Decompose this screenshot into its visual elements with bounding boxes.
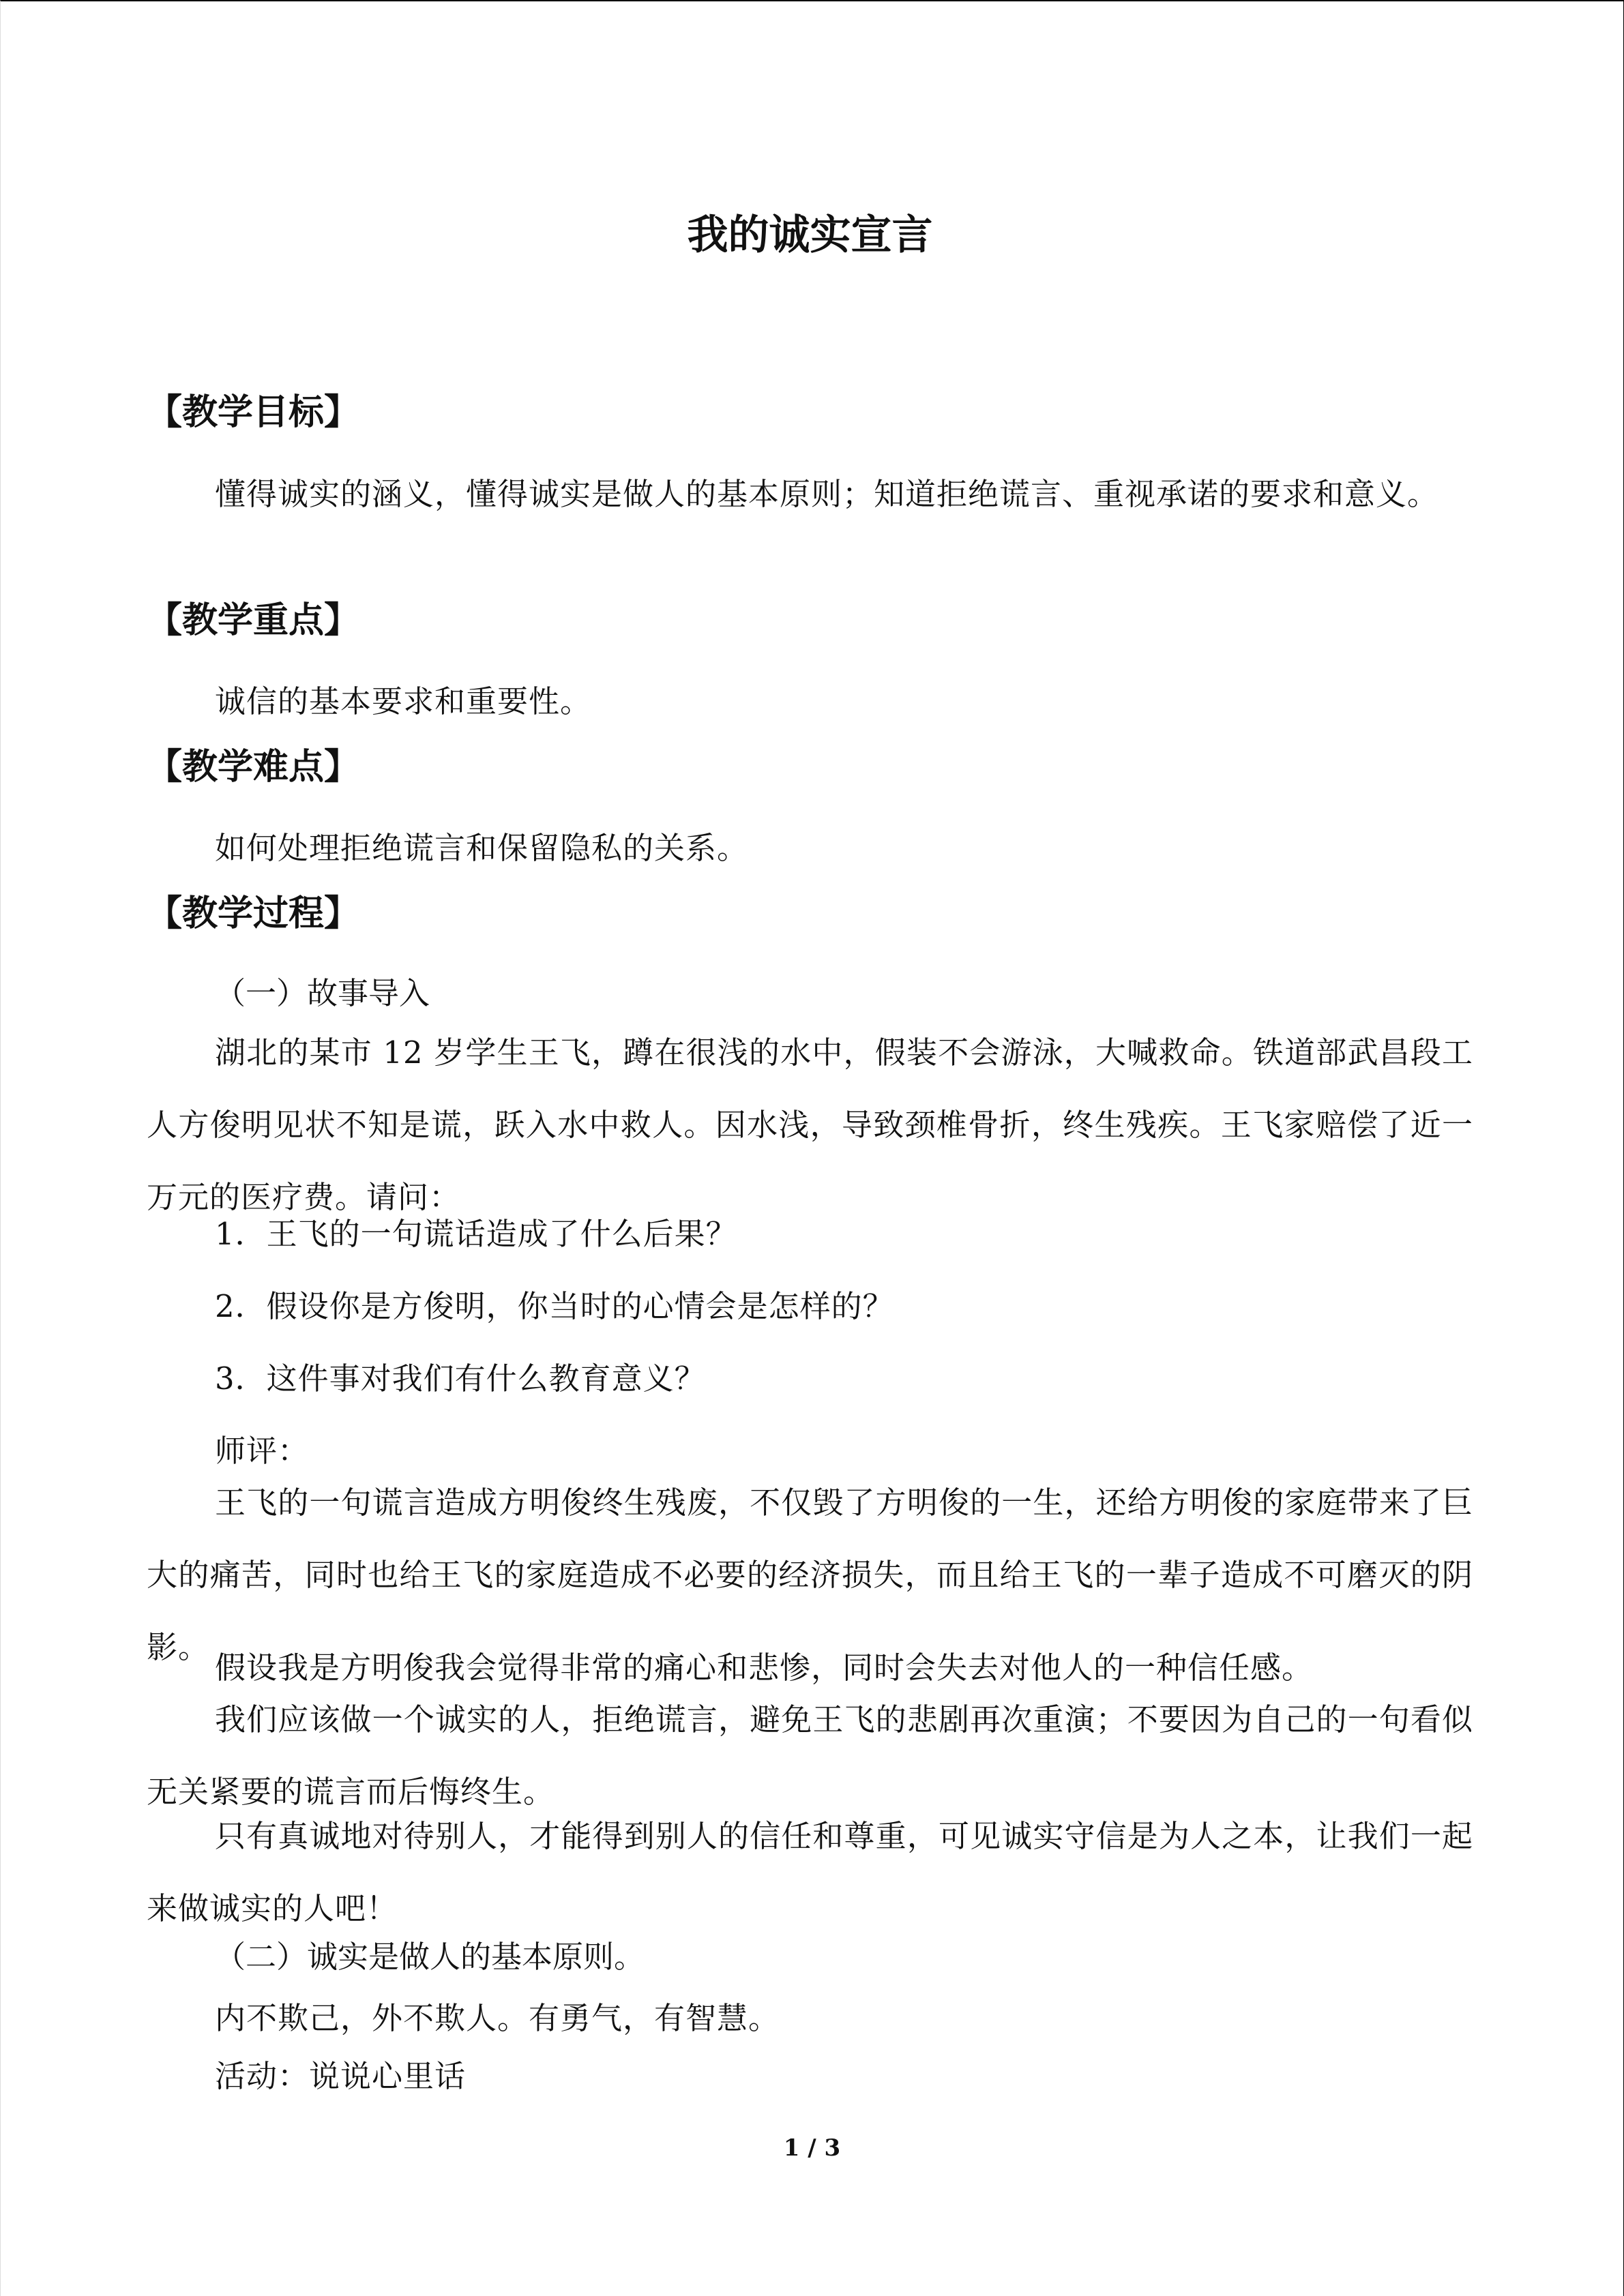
document-title: 我的诚实宣言	[687, 211, 933, 259]
comment-paragraph-1: 王飞的一句谎言造成方明俊终生残废，不仅毁了方明俊的一生，还给方明俊的家庭带来了巨大的痛苦，同时也给王飞的家庭造成不必要的经济损失，而且给王飞的一辈子造成不可磨灭的阴影。	[147, 1485, 1473, 1665]
part2-text: 内不欺己，外不欺人。有勇气，有智慧。	[215, 2000, 780, 2036]
page-number: 1 / 3	[783, 2134, 841, 2162]
question-1: 1．王飞的一句谎话造成了什么后果？	[215, 1216, 737, 1252]
key-points-text: 诚信的基本要求和重要性。	[215, 683, 592, 719]
objectives-text: 懂得诚实的涵义，懂得诚实是做人的基本原则；知道拒绝谎言、重视承诺的要求和意义。	[215, 476, 1439, 512]
part2-title: （二）诚实是做人的基本原则。	[215, 1939, 645, 1975]
difficulties-text: 如何处理拒绝谎言和保留隐私的关系。	[215, 830, 749, 866]
comment-paragraph-4: 只有真诚地对待别人，才能得到别人的信任和尊重，可见诚实守信是为人之本，让我们一起来做诚实的人吧！	[147, 1818, 1473, 1926]
question-2: 2．假设你是方俊明，你当时的心情会是怎样的？	[215, 1288, 894, 1324]
question-3: 3．这件事对我们有什么教育意义？	[215, 1360, 706, 1397]
heading-key-points: 【教学重点】	[147, 600, 360, 641]
activity-text: 活动：说说心里话	[215, 2058, 467, 2094]
part1-title: （一）故事导入	[215, 975, 430, 1011]
comment-paragraph-3: 我们应该做一个诚实的人，拒绝谎言，避免王飞的悲剧再次重演；不要因为自己的一句看似无关紧要的谎言而后悔终生。	[147, 1701, 1473, 1810]
heading-process: 【教学过程】	[147, 893, 360, 934]
heading-difficulties: 【教学难点】	[147, 747, 360, 788]
story-paragraph: 湖北的某市 12 岁学生王飞，蹲在很浅的水中，假装不会游泳，大喊救命。铁道部武昌段工人方俊明见状不知是谎，跃入水中救人。因水浅，导致颈椎骨折，终生残疾。王飞家赔偿了近一万元的医疗费。请问：	[147, 1034, 1473, 1215]
comment-label: 师评：	[215, 1433, 310, 1469]
comment-paragraph-2: 假设我是方明俊我会觉得非常的痛心和悲惨，同时会失去对他人的一种信任感。	[215, 1650, 1314, 1686]
heading-objectives: 【教学目标】	[147, 392, 360, 433]
